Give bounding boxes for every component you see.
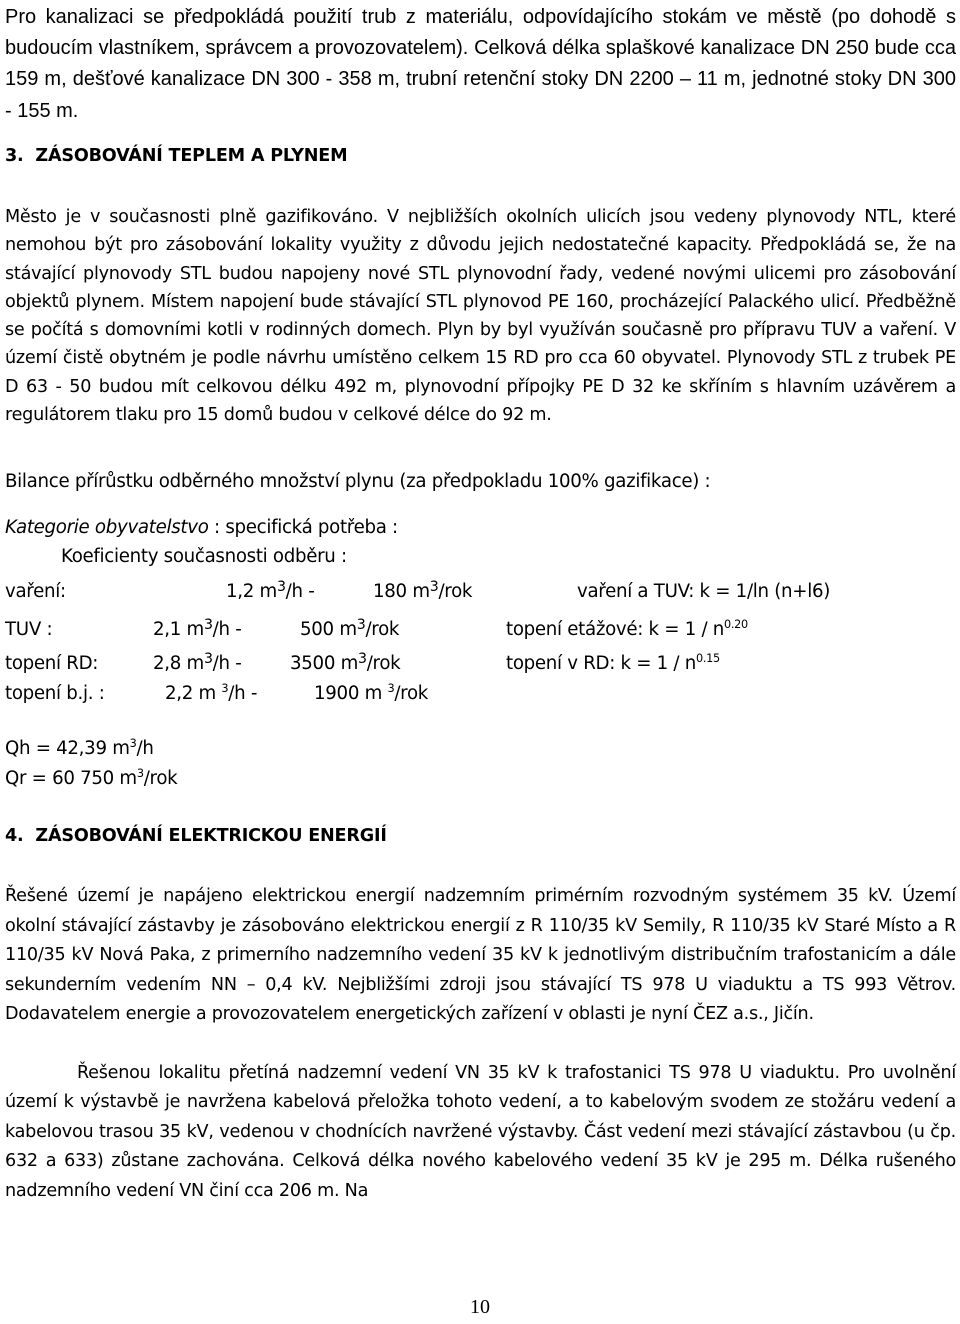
row-hourly: 2,8 $m^3/h$ -	[153, 651, 242, 674]
electricity-paragraph-1: Řešené území je napájeno elektrickou energií nadzemním primérním rozvodným systémem 35 kV. Území okolní stávající zástavby je zásobováno elektrickou energií z R 110/35 kV Semily, R 110/35 kV Staré Místo a R 110/35 kV Nová Paka, z primerního nadzemního vedení 35 kV k jednotlivým distribučním trafostanicím a dále sekunderním vedením NN – 0,4 kV. Nejbližšími zdroji jsou stávající TS 978 U viaduktu a TS 993 Větrov. Dodavatelem energie a provozovatelem energetických zařízení v oblasti je nyní ČEZ a.s., Jičín.	[5, 886, 956, 1025]
row-label: vaření:	[5, 581, 66, 602]
row-yearly: 500 $m^3$/rok	[300, 617, 400, 640]
row-yearly: 3500 $m^3$/rok	[290, 651, 401, 674]
row-label: topení b.j. :	[5, 683, 105, 704]
coefficient-line: Koeficienty současnosti odběru :	[61, 546, 347, 567]
row-coefficient: topení etážové: $k = 1 / n^{0.20}$	[506, 617, 748, 640]
row-hourly: 1,2 $m^3/h$ -	[226, 579, 315, 602]
section-4-heading	[5, 826, 387, 846]
category-label: Kategorie obyvatelstvo	[5, 517, 209, 538]
category-line	[5, 517, 398, 538]
row-label: topení RD:	[5, 653, 99, 674]
page-number: 10	[470, 1296, 490, 1318]
row-coefficient: topení v RD: $k = 1 / n^{0.15}$	[506, 651, 720, 674]
row-hourly: 2,2 m $^3$/h -	[165, 681, 258, 704]
row-coefficient: vaření a TUV: k = 1/ln (n+l6)	[577, 581, 831, 602]
section-3-heading	[5, 146, 347, 166]
section-3-number: 3.	[5, 146, 24, 166]
sewer-paragraph: Pro kanalizaci se předpokládá použití trub z materiálu, odpovídajícího stokám ve městě (po dohodě s budoucím vlastníkem, správcem a provozovatelem). Celková délka splaškové kanalizace DN 250 bude cca 159 m, dešťové kanalizace DN 300 - 358 m, trubní retenční stoky DN 2200 – 11 m, jednotné stoky DN 300 - 155 m.	[5, 6, 956, 122]
qh-line: Qh = 42,39 $m^3/h$	[5, 736, 154, 759]
qr-line: Qr = 60 750 $m^3$/rok	[5, 766, 178, 789]
row-yearly: 180 $m^3$/rok	[373, 579, 473, 602]
section-4-title: ZÁSOBOVÁNÍ ELEKTRICKOU ENERGIÍ	[35, 826, 387, 846]
gas-paragraph: Město je v současnosti plně gazifikováno. V nejbližších okolních ulicích jsou vedeny plynovody NTL, které nemohou být pro zásobování lokality využity z důvodu jejich nedostatečné kapacity. Předpokládá se, že na stávající plynovody STL budou napojeny nové STL plynovodní řady, vedené novými ulicemi pro zásobování objektů plynem. Místem napojení bude stávající STL plynovod PE 160, procházející Palackého ulicí. Předběžně se počítá s domovními kotli v rodinných domech. Plyn by byl využíván současně pro přípravu TUV a vaření. V území čistě obytném je podle návrhu umístěno celkem 15 RD pro cca 60 obyvatel. Plynovody STL z trubek PE D 63 - 50 budou mít celkovou délku 492 m, plynovodní přípojky PE D 32 ke skříním s hlavním uzávěrem a regulátorem tlaku pro 15 domů budou v celkové délce do 92 m.	[5, 207, 956, 426]
row-hourly: 2,1 $m^3/h$ -	[153, 617, 242, 640]
section-4-number: 4.	[5, 826, 24, 846]
row-yearly: 1900 m $^3$/rok	[314, 681, 429, 704]
category-rest: : specifická potřeba :	[208, 517, 398, 538]
row-label: TUV :	[5, 619, 53, 640]
gas-balance-line: Bilance přírůstku odběrného množství plynu (za předpokladu 100% gazifikace) :	[5, 471, 711, 492]
section-3-title: ZÁSOBOVÁNÍ TEPLEM A PLYNEM	[35, 146, 348, 166]
electricity-paragraph-2: Řešenou lokalitu přetíná nadzemní vedení VN 35 kV k trafostanici TS 978 U viaduktu. Pro uvolnění území k výstavbě je navržena kabelová přeložka tohoto vedení, a to kabelovým svodem ze stožáru vedení a kabelovou trasou 35 kV, vedenou v chodnících navržené výstavby. Část vedení mezi stávající zástavbou (u čp. 632 a 633) zůstane zachována. Celková délka nového kabelového vedení 35 kV je 295 m. Délka rušeného nadzemního vedení VN činí cca 206 m. Na	[5, 1063, 956, 1201]
